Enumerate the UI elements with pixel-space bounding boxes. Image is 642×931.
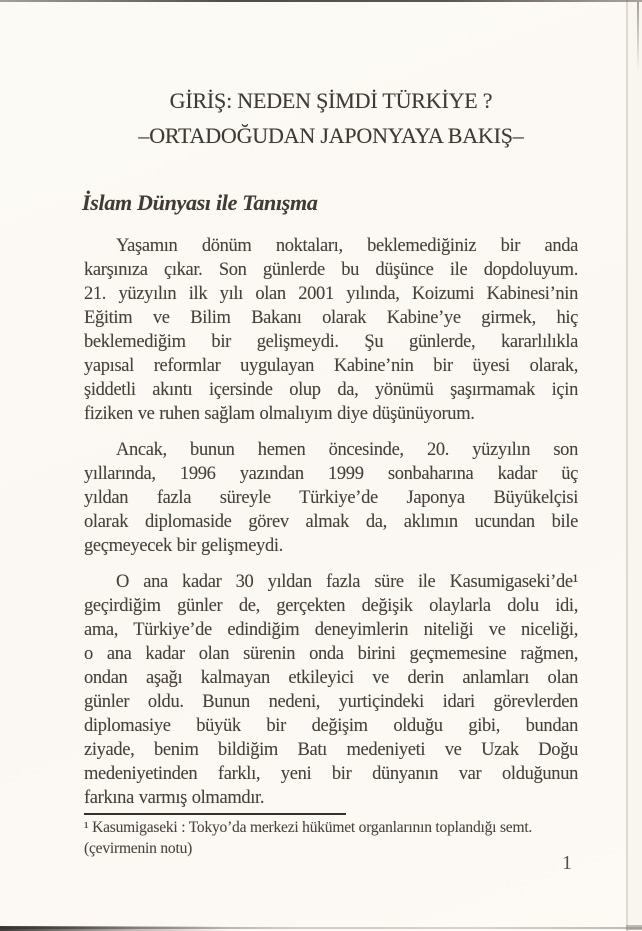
page-number: 1 bbox=[562, 852, 572, 874]
text-line: beklemediğim bir gelişmeydi. Şu günlerde, kararlılıkla bbox=[84, 332, 578, 352]
scan-edge-right-dark bbox=[637, 2, 639, 72]
text-line: Ancak, bunun hemen öncesinde, 20. yüzyılın son bbox=[116, 440, 578, 460]
paragraph bbox=[84, 438, 578, 558]
text-line: diplomasiye büyük bir değişim olduğu gibi, bundan bbox=[84, 716, 578, 736]
text-line: ondan aşağı kalmayan etkileyici ve derin anlamları olan bbox=[84, 668, 578, 688]
footnote-divider bbox=[84, 813, 346, 815]
text-line: ama, Türkiye’de edindiğim deneyimlerin niteliği ve niceliği, bbox=[84, 620, 578, 640]
footnote-line-1: ¹ Kasumigaseki : Tokyo’da merkezi hükümet organlarının toplandığı semt. bbox=[84, 819, 533, 836]
body-text bbox=[84, 234, 578, 822]
chapter-title-line2: –ORTADOĞUDAN JAPONYAYA BAKIŞ– bbox=[138, 123, 524, 148]
text-line: yıldan fazla süreyle Türkiye’de Japonya Büyükelçisi bbox=[84, 488, 578, 508]
text-line: olarak diplomaside görev almak da, aklımın ucundan bile bbox=[84, 512, 578, 532]
text-line: Yaşamın dönüm noktaları, beklemediğiniz bir anda bbox=[116, 236, 578, 256]
scan-edge-bottom-left bbox=[0, 926, 230, 931]
text-line: Eğitim ve Bilim Bakanı olarak Kabine’ye girmek, hiç bbox=[84, 308, 578, 328]
scan-edge-right-line bbox=[626, 0, 628, 931]
text-line: farkına varmış olmamdır. bbox=[84, 788, 265, 808]
scan-edge-top bbox=[0, 0, 642, 2]
text-line: şiddetli akıntı içersinde olup da, yönümü şaşırmamak için bbox=[84, 380, 578, 400]
text-line: ziyade, benim bildiğim Batı medeniyeti ve Uzak Doğu bbox=[84, 740, 578, 760]
text-line: yıllarında, 1996 yazından 1999 sonbaharına kadar üç bbox=[84, 464, 578, 484]
paragraph bbox=[84, 234, 578, 426]
paragraph bbox=[84, 570, 578, 810]
text-line: geçirdiğim günler de, gerçekten değişik olaylarla dolu idi, bbox=[84, 596, 578, 616]
scan-edge-bottom-right bbox=[626, 925, 642, 930]
section-heading: İslam Dünyası ile Tanışma bbox=[82, 190, 318, 215]
text-line: 21. yüzyılın ilk yılı olan 2001 yılında, Koizumi Kabinesi’nin bbox=[84, 284, 578, 304]
text-line: günler oldu. Bunun nedeni, yurtiçindeki idari görevlerden bbox=[84, 692, 578, 712]
chapter-title bbox=[84, 83, 578, 153]
scan-edge-right-margin bbox=[628, 0, 642, 931]
text-line: medeniyetinden farklı, yeni bir dünyanın var olduğunun bbox=[84, 764, 578, 784]
text-line: geçmeyecek bir gelişmeydi. bbox=[84, 536, 283, 556]
text-line: karşınıza çıkar. Son günlerde bu düşünce ile dopdoluyum. bbox=[84, 260, 578, 280]
footnote-line-2: (çevirmenin notu) bbox=[84, 840, 193, 857]
footnote bbox=[84, 817, 578, 859]
text-line: fiziken ve ruhen sağlam olmalıyım diye düşünüyorum. bbox=[84, 404, 475, 424]
text-line: o ana kadar olan sürenin onda birini geçmemesine rağmen, bbox=[84, 644, 578, 664]
text-line: yapısal reformlar uygulayan Kabine’nin bir üyesi olarak, bbox=[84, 356, 578, 376]
text-line: O ana kadar 30 yıldan fazla süre ile Kasumigaseki’de¹ bbox=[116, 572, 578, 592]
chapter-title-line1: GİRİŞ: NEDEN ŞİMDİ TÜRKİYE ? bbox=[169, 88, 493, 113]
